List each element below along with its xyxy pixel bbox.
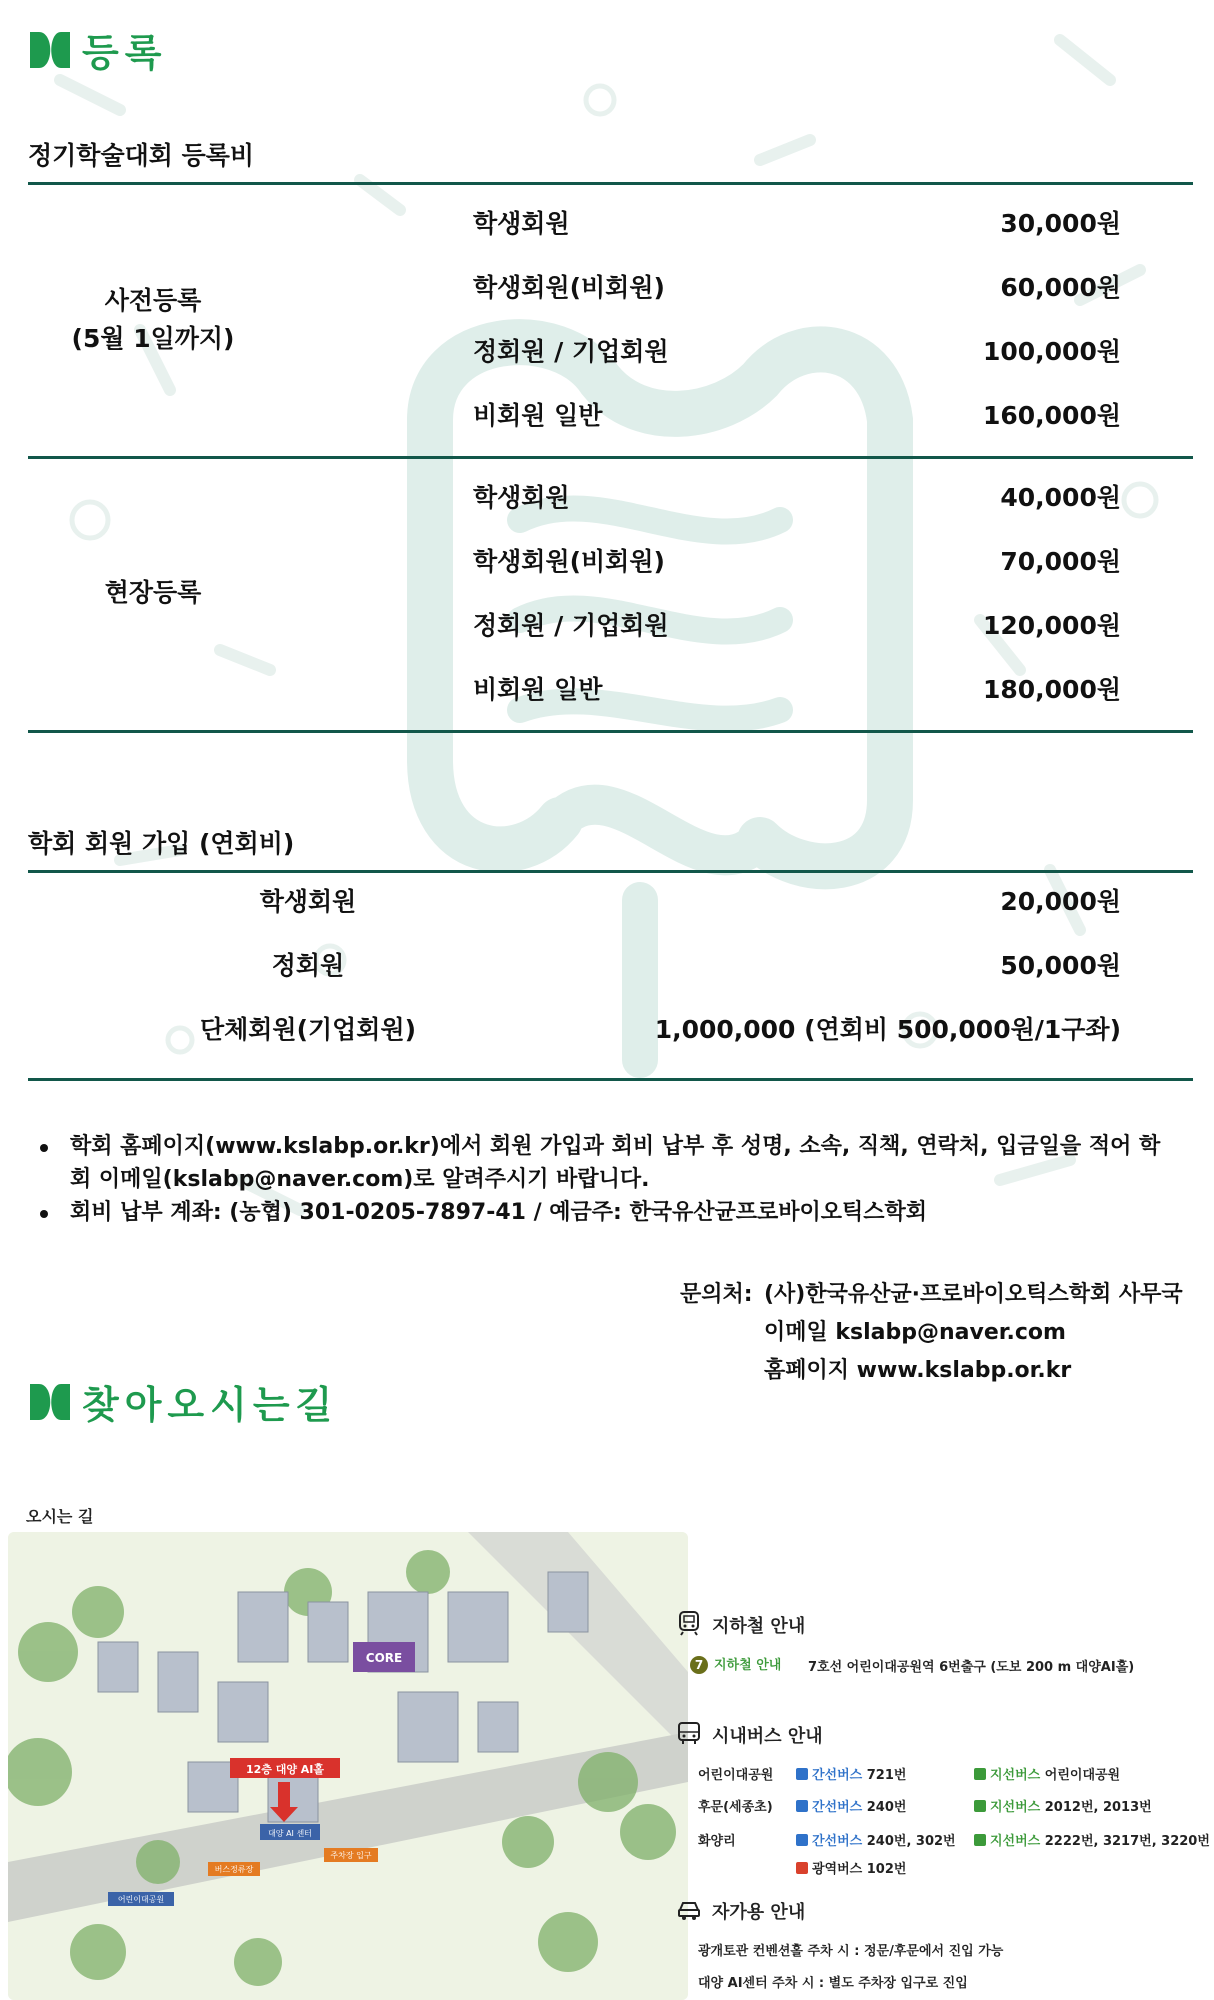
trunk-bus-icon [796,1834,808,1846]
express-bus-numbers: 102번 [866,1862,907,1877]
fee-row [28,268,1193,308]
trunk-bus-numbers: 240번, 302번 [866,1834,956,1849]
contact-homepage[interactable]: 홈페이지 www.kslabp.or.kr [764,1358,1072,1383]
membership-fee: 20,000원 [1000,887,1121,916]
trunk-bus-numbers: 721번 [866,1768,907,1783]
car-line: 광개토관 컨벤션홀 주차 시 : 정문/후문에서 진입 가능 [698,1944,1004,1959]
subway-icon [676,1610,702,1636]
contact-org: (사)한국유산균·프로바이오틱스학회 사무국 [764,1282,1183,1307]
express-bus [796,1858,906,1877]
fee-category: 학생회원(비회원) [473,547,665,576]
branch-bus-icon [974,1834,986,1846]
fee-amount: 70,000원 [1000,547,1121,576]
contact-label: 문의처: [680,1282,753,1307]
society-logo-icon [28,28,72,72]
note-text: 회비 납부 계좌: (농협) 301-0205-7897-41 / 예금주: 한국유산균프로바이오틱스학회 [70,1200,928,1225]
fee-amount: 180,000원 [982,675,1121,704]
branch-bus-numbers: 어린이대공원 [1044,1768,1121,1783]
bus-stop-name: 어린이대공원 [698,1768,774,1783]
annual-meeting-heading: 정기학술대회 등록비 [28,141,255,170]
bullet-icon [40,1144,48,1152]
fee-row [28,332,1193,372]
map-label-parking: 주차장 입구 [330,1851,372,1860]
map-label-venue: 12층 대양 AI홀 [245,1763,325,1776]
bus-stop-name: 화양리 [698,1834,736,1849]
branch-bus-icon [974,1768,986,1780]
branch-bus-label: 지선버스 [990,1834,1041,1849]
map-caption: 오시는 길 [26,1507,94,1526]
divider [28,870,1193,873]
list-item [68,1130,1178,1196]
express-bus-label: 광역버스 [812,1862,863,1877]
divider [28,730,1193,733]
trunk-bus [796,1796,906,1815]
society-logo-icon [28,1380,72,1424]
section-title-directions: 찾아오시는길 [82,1383,339,1427]
trunk-bus [796,1830,956,1849]
fee-category: 학생회원 [473,209,570,238]
branch-bus-numbers: 2012번, 2013번 [1044,1800,1152,1815]
subway-title: 지하철 안내 [712,1616,806,1637]
branch-bus-icon [974,1800,986,1812]
directions-header [28,1374,338,1429]
map-label-bus-stop: 버스정류장 [214,1865,254,1874]
branch-bus-label: 지선버스 [990,1800,1041,1815]
pre-registration-label-line2: (5월 1일까지) [71,324,235,353]
membership-row [28,946,1193,986]
membership-fee: 50,000원 [1000,951,1121,980]
car-icon [676,1896,702,1922]
fee-category: 비회원 일반 [473,401,603,430]
fee-amount: 100,000원 [982,337,1121,366]
subway-detail: 7호선 어린이대공원역 6번출구 (도보 200 m 대양AI홀) [808,1660,1135,1675]
car-info [676,1896,1196,1996]
branch-bus-label: 지선버스 [990,1768,1041,1783]
branch-bus [974,1830,1210,1849]
trunk-bus-label: 간선버스 [812,1834,863,1849]
fee-row [28,606,1193,646]
bus-stop-name: 후문(세종초) [698,1800,773,1815]
fee-row [28,204,1193,244]
fee-row [28,542,1193,582]
contact-values [764,1276,1214,1390]
contact-email[interactable]: 이메일 kslabp@naver.com [764,1320,1066,1345]
map-label-children-park: 어린이대공원 [117,1895,165,1904]
fee-amount: 30,000원 [1000,209,1121,238]
section-title-registration: 등록 [82,31,168,75]
branch-bus [974,1796,1152,1815]
membership-type: 정회원 [271,951,345,980]
trunk-bus-numbers: 240번 [866,1800,907,1815]
membership-fee: 1,000,000 (연회비 500,000원/1구좌) [654,1015,1121,1044]
notes-list [68,1130,1178,1229]
fee-amount: 60,000원 [1000,273,1121,302]
trunk-bus [796,1764,906,1783]
membership-type: 단체회원(기업회원) [199,1015,417,1044]
list-item [68,1196,1178,1229]
bus-icon [676,1720,702,1746]
car-title: 자가용 안내 [712,1902,806,1923]
membership-row [28,1010,1193,1050]
express-bus-icon [796,1862,808,1874]
membership-row [28,882,1193,922]
directions-panel [0,1472,1214,2000]
fee-amount: 120,000원 [982,611,1121,640]
membership-type: 학생회원 [259,887,357,916]
trunk-bus-label: 간선버스 [812,1768,863,1783]
fee-row [28,670,1193,710]
fee-category: 학생회원(비회원) [473,273,665,302]
fee-amount: 40,000원 [1000,483,1121,512]
map-label-ai-center: 대양 AI 센터 [268,1829,312,1838]
onsite-registration-group [28,456,1193,732]
divider [28,1078,1193,1081]
pre-registration-label-line1: 사전등록 [104,286,202,315]
fee-category: 비회원 일반 [473,675,603,704]
fee-category: 학생회원 [473,483,570,512]
branch-bus [974,1764,1120,1783]
fee-row [28,396,1193,436]
campus-map-illustration [8,1532,688,2000]
membership-heading: 학회 회원 가입 (연회비) [28,829,295,858]
subway-label: 지하철 안내 [714,1658,782,1673]
fee-amount: 160,000원 [982,401,1121,430]
campus-map [8,1532,688,2000]
subway-info [676,1610,1196,1675]
car-line: 대양 AI센터 주차 시 : 별도 주차장 입구로 진입 [698,1976,968,1991]
line-7-icon: 7 [690,1656,708,1674]
onsite-registration-label: 현장등록 [104,578,202,607]
trunk-bus-icon [796,1768,808,1780]
bus-info [676,1720,1214,1890]
note-text: 학회 홈페이지(www.kslabp.or.kr)에서 회원 가입과 회비 납부 후 성명, 소속, 직책, 연락처, 입금일을 적어 학회 이메일(kslabp@naver.com)로 알려주시기 바랍니다. [70,1134,1161,1192]
bus-title: 시내버스 안내 [712,1726,823,1747]
branch-bus-numbers: 2222번, 3217번, 3220번 [1044,1834,1210,1849]
trunk-bus-icon [796,1800,808,1812]
subway-line-badge [690,1654,781,1674]
fee-category: 정회원 / 기업회원 [473,611,669,640]
registration-header [28,22,167,77]
bullet-icon [40,1210,48,1218]
pre-registration-group [28,182,1193,458]
fee-category: 정회원 / 기업회원 [473,337,669,366]
fee-row [28,478,1193,518]
map-label-core: CORE [365,1651,403,1665]
trunk-bus-label: 간선버스 [812,1800,863,1815]
